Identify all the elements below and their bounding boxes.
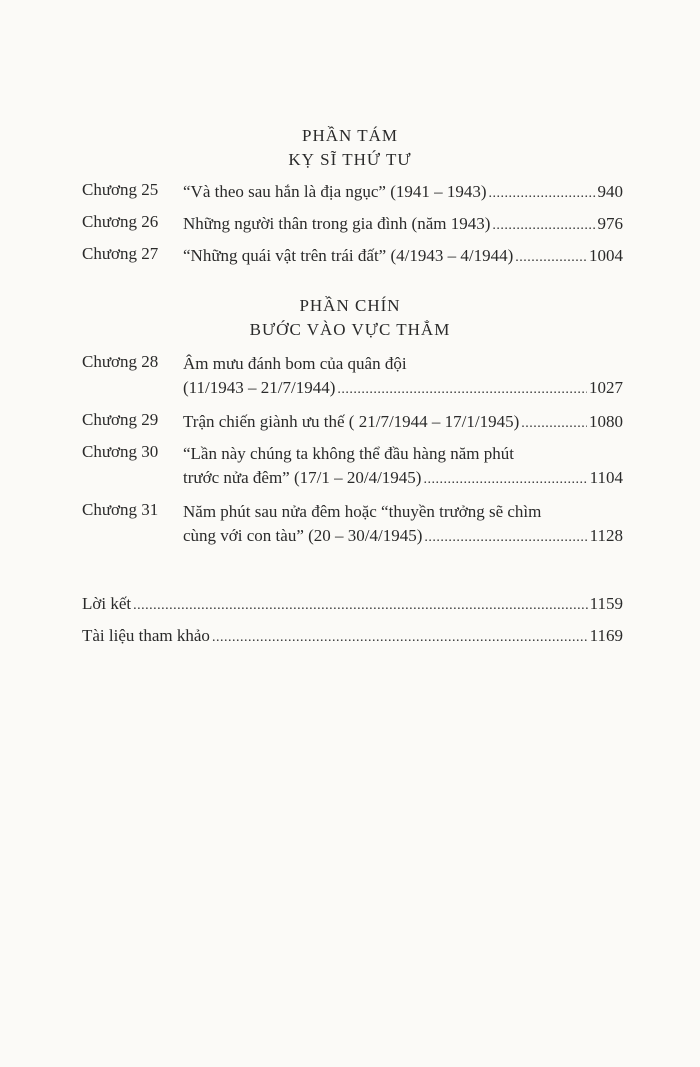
- page-number: 1004: [589, 246, 623, 265]
- chapter-title-line: Âm mưu đánh bom của quân đội: [183, 354, 407, 373]
- chapter-title: Trận chiến giành ưu thế ( 21/7/1944 – 17/1/1945): [183, 412, 520, 431]
- chapter-number: Chương 31: [82, 500, 159, 519]
- dot-leader: [337, 378, 587, 402]
- chapter-number: Chương 27: [82, 244, 159, 263]
- toc-entry-epilogue[interactable]: [82, 592, 623, 616]
- chapter-number: Chương 28: [82, 352, 159, 371]
- chapter-title: trước nửa đêm” (17/1 – 20/4/1945): [183, 468, 422, 487]
- dot-leader: [515, 246, 587, 270]
- chapter-title: cùng với con tàu” (20 – 30/4/1945): [183, 526, 423, 545]
- page-number: 1027: [589, 378, 623, 397]
- page-number: 1128: [589, 526, 623, 545]
- page-number: 940: [597, 182, 623, 201]
- page-number: 1104: [589, 468, 623, 487]
- chapter-number: Chương 29: [82, 410, 159, 429]
- chapter-title: “Những quái vật trên trái đất” (4/1943 – 4/1944): [183, 246, 514, 265]
- chapter-title: (11/1943 – 21/7/1944): [183, 378, 336, 397]
- dot-leader: [492, 214, 595, 238]
- dot-leader: [133, 594, 588, 618]
- part-heading: [0, 124, 700, 172]
- dot-leader: [521, 412, 587, 436]
- part-title: KỴ SĨ THỨ TƯ: [288, 150, 412, 169]
- chapter-title-line: Năm phút sau nửa đêm hoặc “thuyền trưởng sẽ chìm: [183, 502, 542, 521]
- page-number: 1080: [589, 412, 623, 431]
- toc-entry-bibliography[interactable]: [82, 624, 623, 648]
- dot-leader: [212, 626, 588, 650]
- part-label: PHẦN CHÍN: [299, 296, 401, 315]
- part-label: PHẦN TÁM: [301, 126, 398, 145]
- chapter-title-line: “Lần này chúng ta không thể đầu hàng năm phút: [183, 444, 514, 463]
- chapter-number: Chương 26: [82, 212, 159, 231]
- dot-leader: [424, 526, 587, 550]
- part-title: BƯỚC VÀO VỰC THẲM: [249, 320, 451, 339]
- page-number: 1169: [589, 626, 623, 645]
- part-heading: [0, 294, 700, 342]
- chapter-number: Chương 30: [82, 442, 159, 461]
- dot-leader: [489, 182, 596, 206]
- dot-leader: [423, 468, 587, 492]
- chapter-title: Những người thân trong gia đình (năm 1943): [183, 214, 491, 233]
- page-number: 976: [597, 214, 623, 233]
- chapter-number: Chương 25: [82, 180, 159, 199]
- entry-title: Tài liệu tham khảo: [82, 626, 210, 645]
- page-number: 1159: [589, 594, 623, 613]
- chapter-title: “Và theo sau hắn là địa ngục” (1941 – 1943): [183, 182, 487, 201]
- entry-title: Lời kết: [82, 594, 132, 613]
